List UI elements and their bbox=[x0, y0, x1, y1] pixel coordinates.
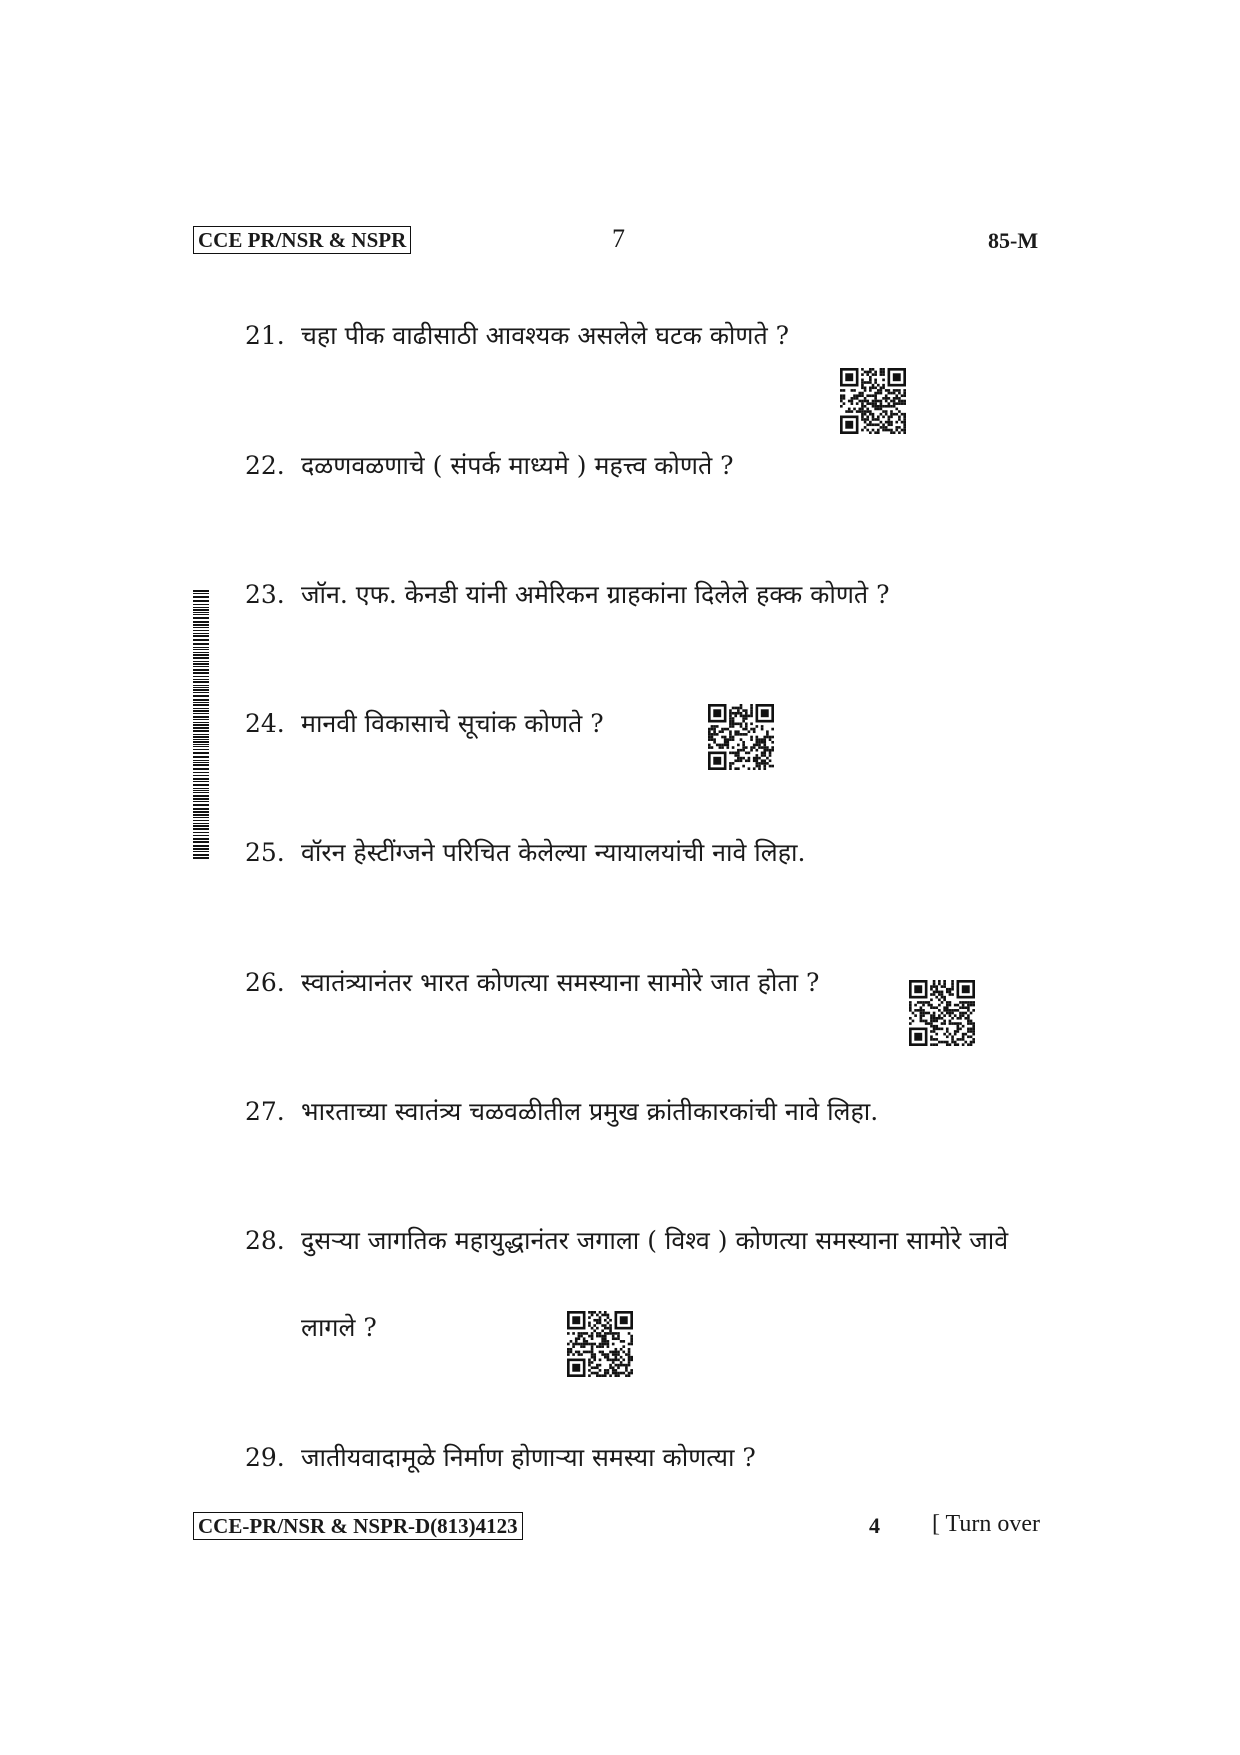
question-22 bbox=[245, 448, 734, 482]
question-number: 29. bbox=[245, 1443, 285, 1472]
footer-code: CCE-PR/NSR & NSPR-D(813)4123 bbox=[193, 1512, 523, 1540]
question-number: 23. bbox=[245, 580, 285, 609]
qr-code-icon bbox=[840, 368, 906, 434]
turn-over-label: [ Turn over bbox=[932, 1511, 1041, 1537]
qr-code-icon bbox=[909, 980, 975, 1046]
question-27 bbox=[245, 1094, 878, 1128]
question-28-continuation: लागले ? bbox=[301, 1313, 377, 1342]
question-text: मानवी विकासाचे सूचांक कोणते ? bbox=[301, 709, 604, 738]
question-29 bbox=[245, 1440, 756, 1474]
question-text: वॉरन हेस्टींग्जने परिचित केलेल्या न्यायालयांची नावे लिहा. bbox=[301, 838, 806, 867]
question-25 bbox=[245, 835, 805, 869]
question-23 bbox=[245, 577, 890, 611]
question-number: 25. bbox=[245, 838, 285, 867]
question-21 bbox=[245, 318, 789, 352]
question-text: दुसऱ्या जागतिक महायुद्धानंतर जगाला ( विश्व ) कोणत्या समस्याना सामोरे जावे bbox=[301, 1226, 1009, 1255]
question-number: 27. bbox=[245, 1097, 285, 1126]
question-number: 21. bbox=[245, 321, 285, 350]
question-text: चहा पीक वाढीसाठी आवश्यक असलेले घटक कोणते ? bbox=[301, 321, 790, 350]
question-text: जॉन. एफ. केनडी यांनी अमेरिकन ग्राहकांना दिलेले हक्क कोणते ? bbox=[301, 580, 890, 609]
question-24 bbox=[245, 706, 604, 740]
question-text: दळणवळणाचे ( संपर्क माध्यमे ) महत्त्व कोणते ? bbox=[301, 451, 734, 480]
header-code-left: CCE PR/NSR & NSPR bbox=[193, 226, 411, 254]
question-text: स्वातंत्र्यानंतर भारत कोणत्या समस्याना सामोरे जात होता ? bbox=[301, 968, 820, 997]
qr-code-icon bbox=[708, 704, 774, 770]
question-text: जातीयवादामूळे निर्माण होणाऱ्या समस्या कोणत्या ? bbox=[301, 1443, 756, 1472]
question-28 bbox=[245, 1223, 1008, 1257]
question-number: 22. bbox=[245, 451, 285, 480]
question-number: 26. bbox=[245, 968, 285, 997]
question-text: भारताच्या स्वातंत्र्य चळवळीतील प्रमुख क्रांतीकारकांची नावे लिहा. bbox=[301, 1097, 879, 1126]
question-number: 28. bbox=[245, 1226, 285, 1255]
question-number: 24. bbox=[245, 709, 285, 738]
qr-code-icon bbox=[567, 1311, 633, 1377]
question-26 bbox=[245, 965, 819, 999]
sheet-number: 4 bbox=[869, 1513, 880, 1538]
page-number: 7 bbox=[612, 224, 625, 253]
header-code-right: 85-M bbox=[988, 228, 1039, 253]
barcode-icon bbox=[193, 590, 209, 860]
